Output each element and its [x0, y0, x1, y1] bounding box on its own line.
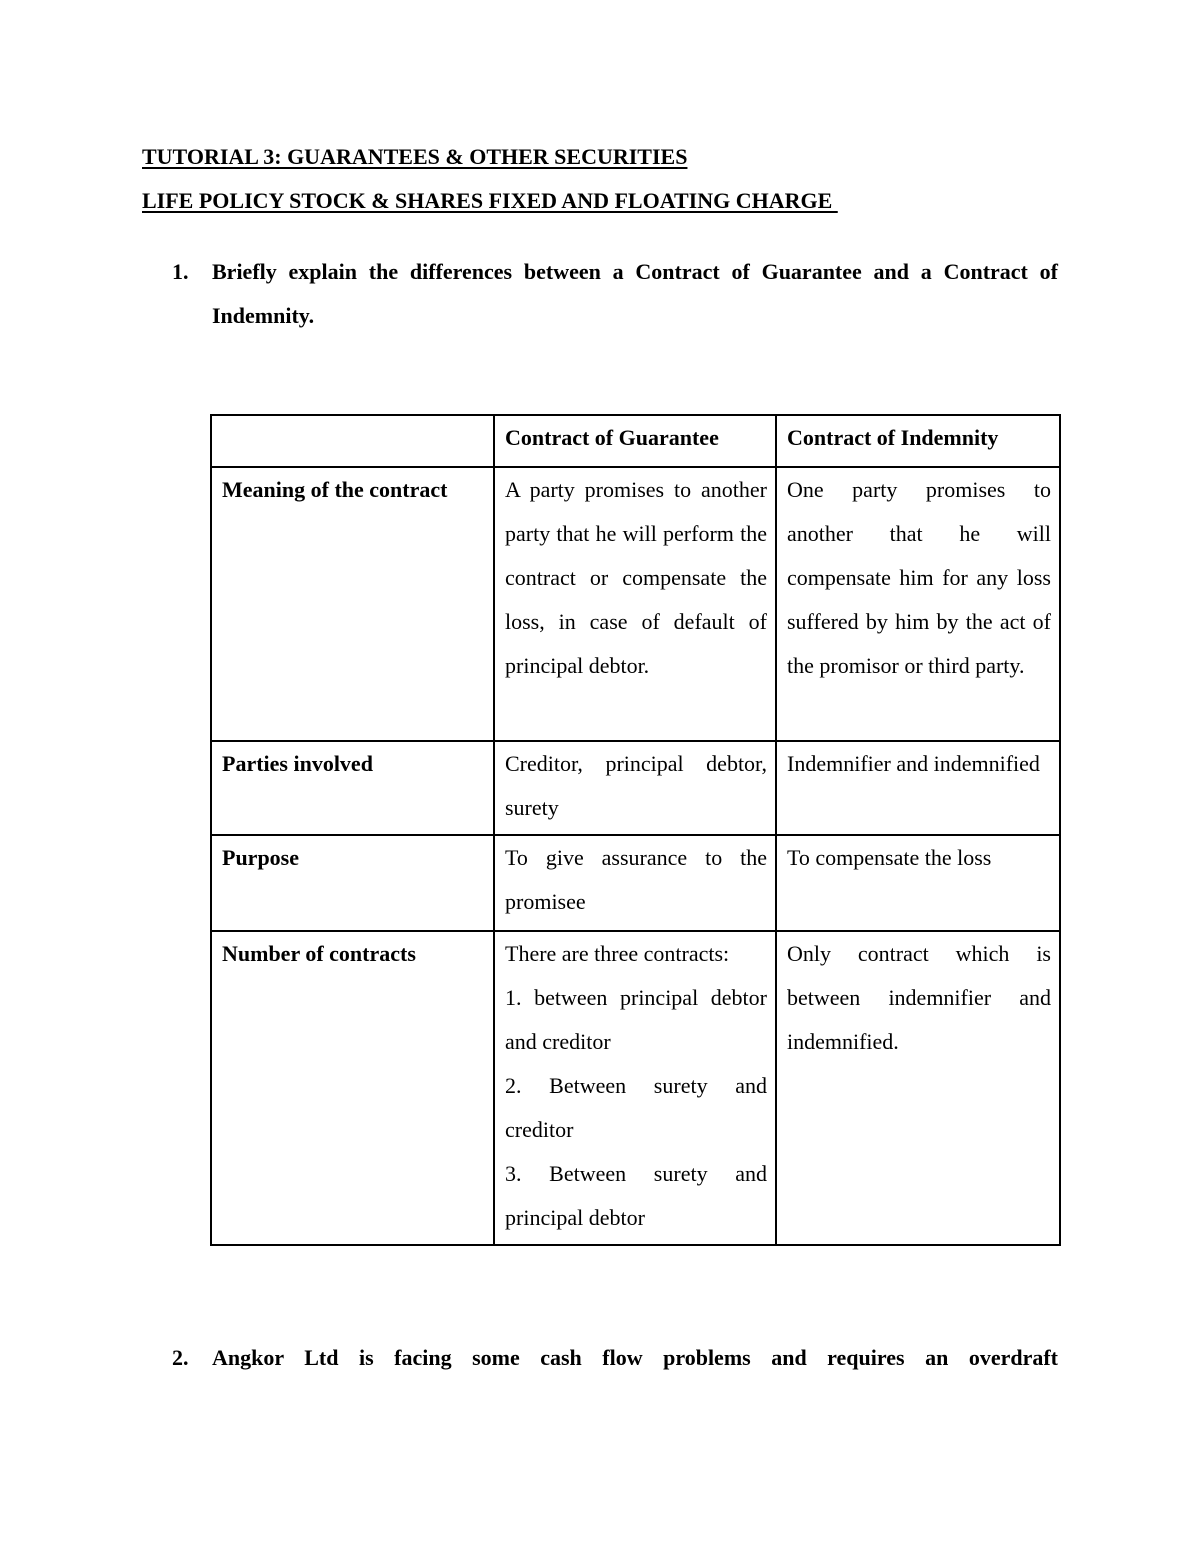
- question-2-text: Angkor Ltd is facing some cash flow problems and requires an overdraft: [212, 1345, 1058, 1370]
- table-header-row: [211, 415, 1060, 467]
- guarantee-number-line: 1. between principal debtor and creditor: [505, 985, 767, 1054]
- guarantee-number-line: 2. Between surety and creditor: [505, 1073, 767, 1142]
- guarantee-parties-cell: Creditor, principal debtor, surety: [494, 741, 776, 835]
- table-row: [211, 741, 1060, 835]
- indemnity-parties-cell: Indemnifier and indemnified: [776, 741, 1060, 835]
- guarantee-number-cell: [494, 931, 776, 1245]
- question-1: [172, 250, 1058, 338]
- guarantee-number-line: There are three contracts:: [505, 941, 730, 966]
- row-label-number: Number of contracts: [211, 931, 494, 1245]
- indemnity-meaning-cell: One party promises to another that he will compensate him for any loss suffered by him by the act of the promisor or third party.: [776, 467, 1060, 741]
- table-row: [211, 931, 1060, 1245]
- tutorial-subtitle: LIFE POLICY STOCK & SHARES FIXED AND FLOATING CHARGE: [142, 188, 838, 213]
- guarantee-meaning-cell: A party promises to another party that he will perform the contract or compensate the loss, in case of default of principal debtor.: [494, 467, 776, 741]
- indemnity-purpose-cell: To compensate the loss: [776, 835, 1060, 931]
- indemnity-number-cell: Only contract which is between indemnifier and indemnified.: [776, 931, 1060, 1245]
- header-cell-guarantee: Contract of Guarantee: [494, 415, 776, 467]
- question-2-number: 2.: [172, 1345, 189, 1370]
- row-label-meaning: Meaning of the contract: [211, 467, 494, 741]
- header-cell-empty: [211, 415, 494, 467]
- table-row: [211, 835, 1060, 931]
- question-2: [172, 1336, 1058, 1380]
- row-label-purpose: Purpose: [211, 835, 494, 931]
- question-1-number: 1.: [172, 259, 189, 284]
- question-1-text: Briefly explain the differences between a Contract of Guarantee and a Contract of Indemnity.: [212, 259, 1058, 328]
- row-label-parties: Parties involved: [211, 741, 494, 835]
- guarantee-purpose-cell: To give assurance to the promisee: [494, 835, 776, 931]
- tutorial-title: TUTORIAL 3: GUARANTEES & OTHER SECURITIES: [142, 144, 688, 169]
- table-row: [211, 467, 1060, 741]
- guarantee-number-line: 3. Between surety and principal debtor: [505, 1161, 767, 1230]
- comparison-table: [210, 414, 1061, 1246]
- header-cell-indemnity: Contract of Indemnity: [776, 415, 1060, 467]
